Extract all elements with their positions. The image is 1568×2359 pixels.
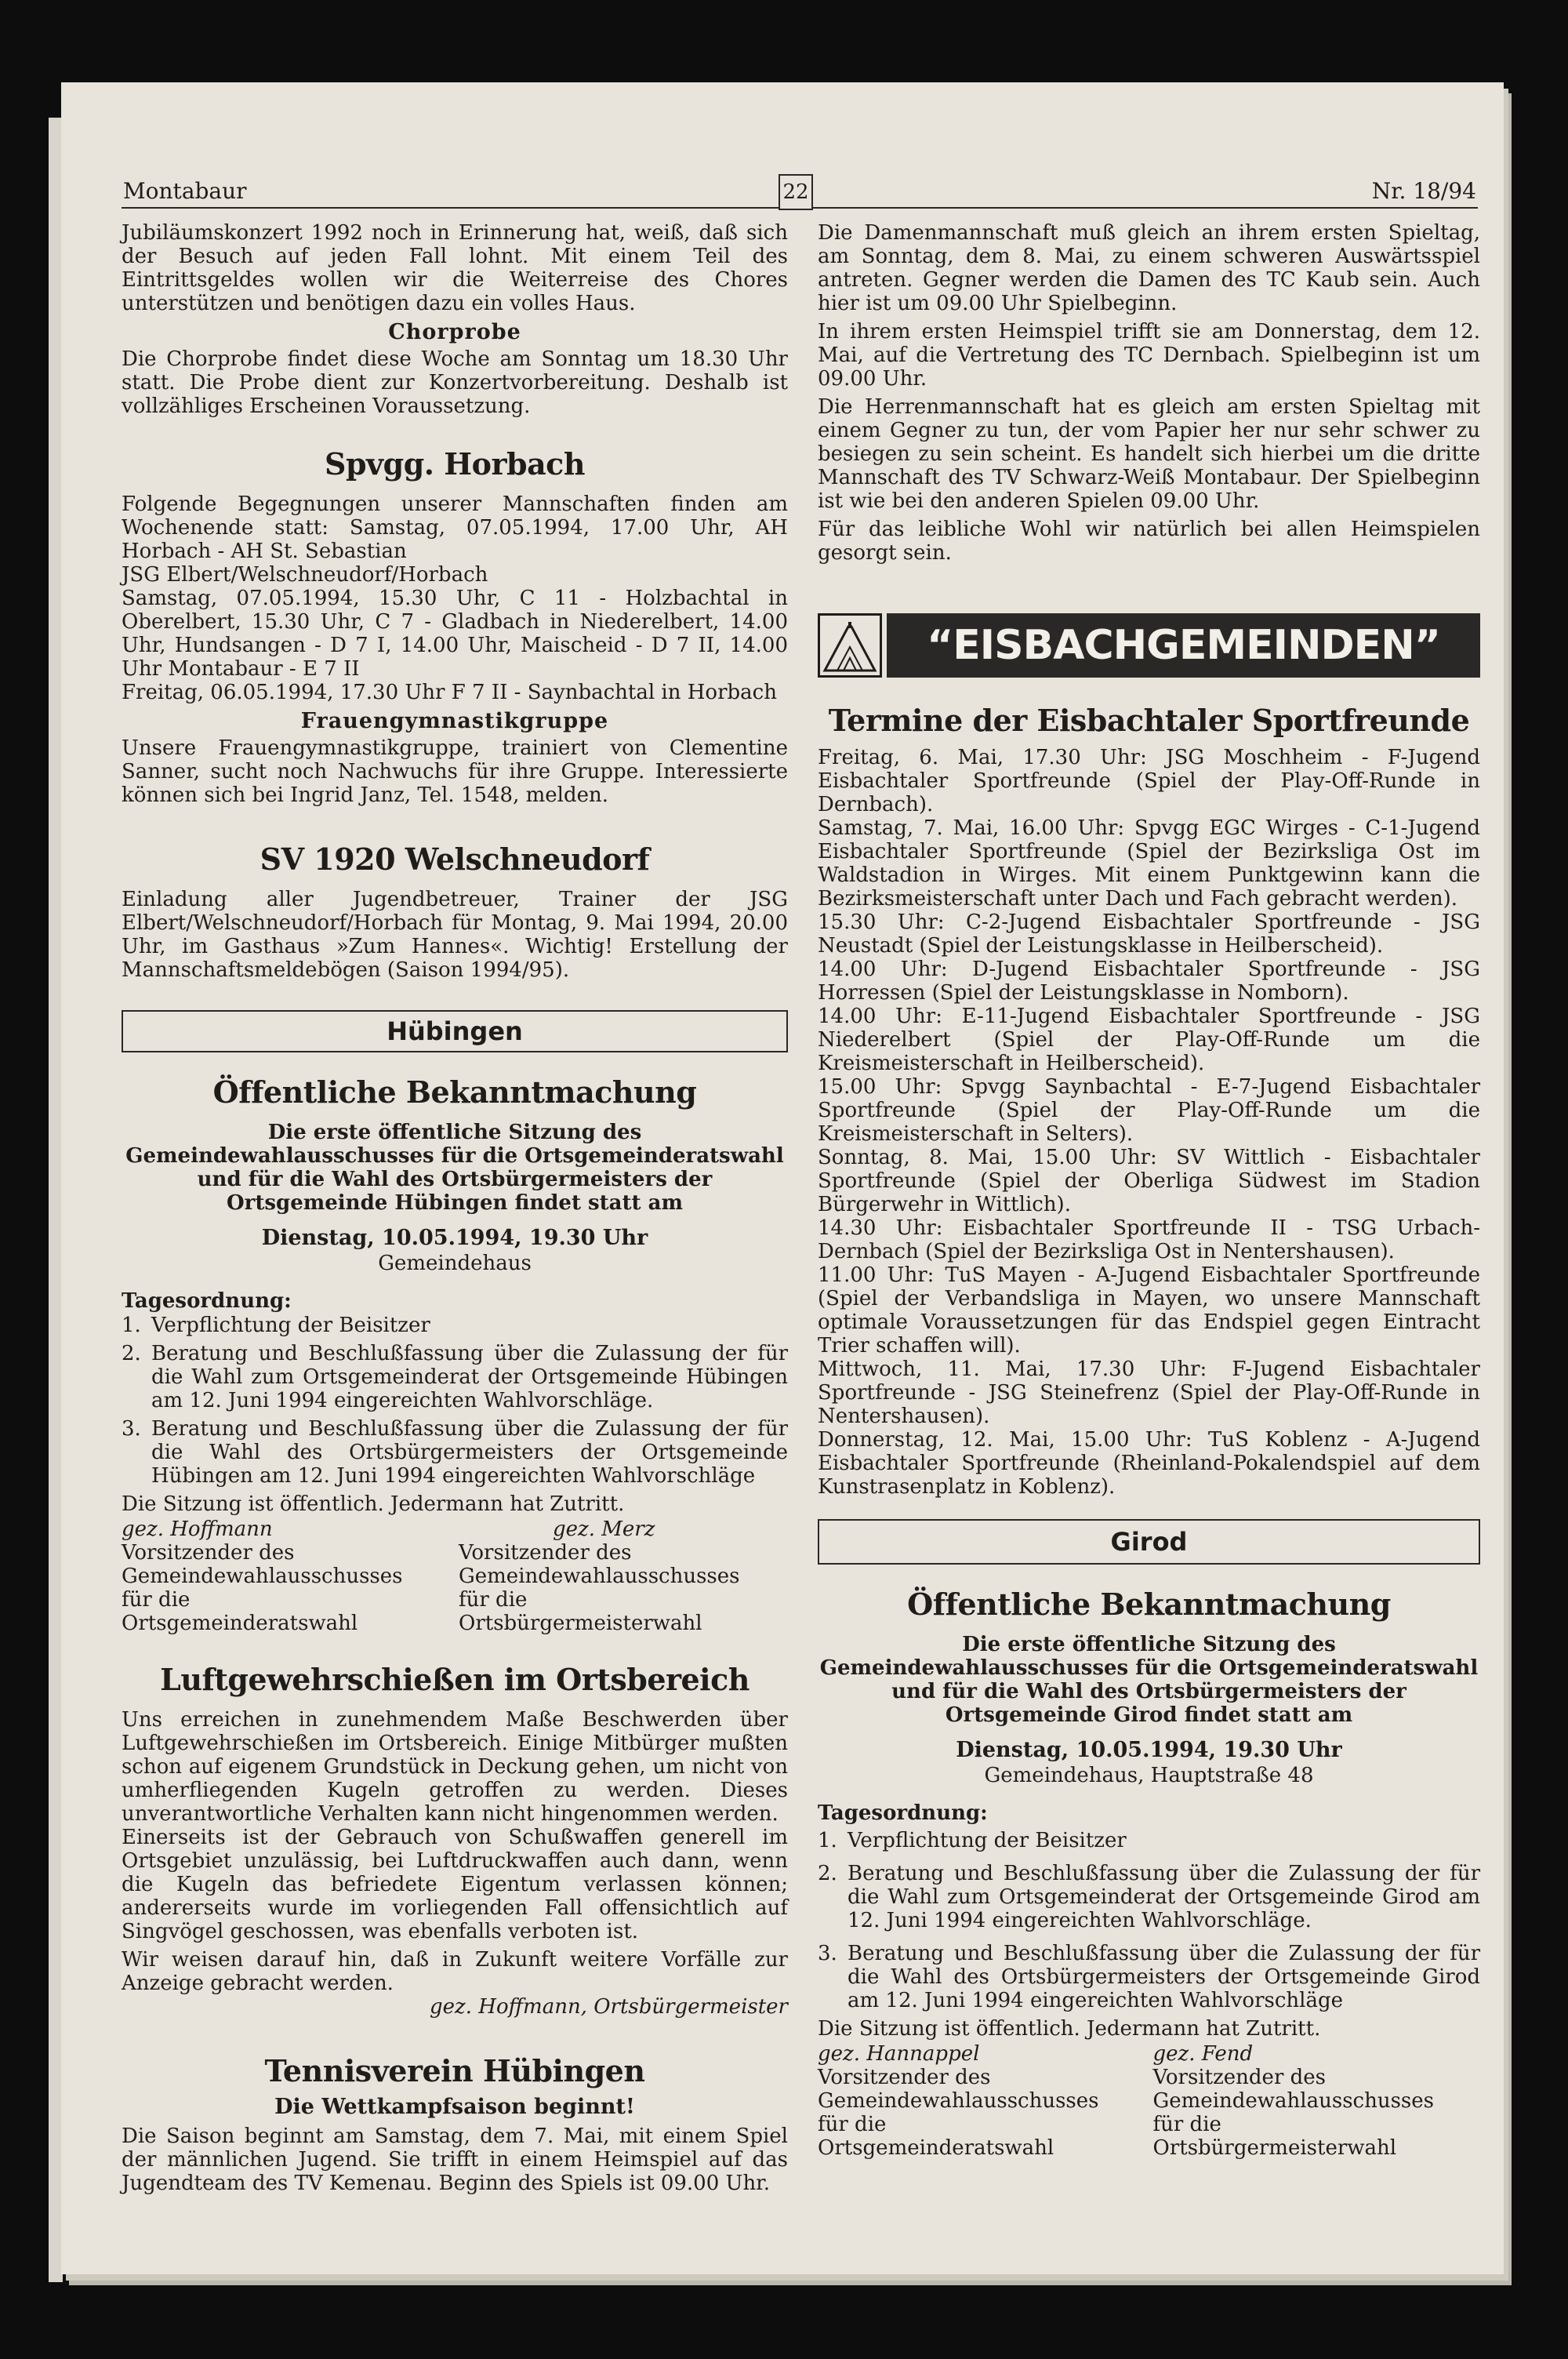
right-column — [818, 221, 1480, 2160]
termine-entry: 15.30 Uhr: C-2-Jugend Eisbachtaler Sportfreunde - JSG Neustadt (Spiel der Leistungsklasse in Heilberscheid). — [818, 911, 1480, 958]
termine-entry: Freitag, 6. Mai, 17.30 Uhr: JSG Moschheim - F-Jugend Eisbachtaler Sportfreunde (Spiel der Play-Off-Runde in Dernbach). — [818, 746, 1480, 816]
public-note-huebingen: Die Sitzung ist öffentlich. Jedermann hat Zutritt. — [122, 1492, 625, 1516]
herren-paragraph: Die Herrenmannschaft hat es gleich am ersten Spieltag mit einem Gegner zu tun, der vom Papier her nur sehr schwer zu besiegen zu sein scheint. Es handelt sich hierbei um die dritte Mannschaft des TV Schwarz-Weiß Montabaur. Der Spielbeginn ist wie bei den anderen Spielen 09.00 Uhr. — [818, 395, 1480, 513]
agenda-item: 1. Verpflichtung der Beisitzer — [122, 1314, 430, 1337]
bekanntmachung-title-girod: Öffentliche Bekanntmachung — [907, 1587, 1391, 1622]
horbach-paragraph-1: Folgende Begegnungen unserer Mannschaften finden am Wochenende statt: Samstag, 07.05.1994, 17.00 Uhr, AH Horbach - AH St. Sebastian — [122, 493, 788, 563]
agenda-label-girod: Tagesordnung: — [818, 1801, 988, 1825]
agenda-list-girod — [818, 1829, 1480, 2012]
wohl-paragraph: Für das leibliche Wohl wir natürlich bei allen Heimspielen gesorgt sein. — [818, 518, 1480, 565]
sv-title: SV 1920 Welschneudorf — [260, 841, 650, 877]
tennis-title: Tennisverein Hübingen — [264, 2053, 645, 2088]
horbach-paragraph-2: JSG Elbert/Welschneudorf/Horbach — [122, 563, 488, 587]
signature-block: gez. Hannappel Vorsitzender des Gemeindewahlausschusses für die Ortsgemeinderatswahl — [818, 2042, 1099, 2160]
luftgewehr-paragraph-2: Einerseits ist der Gebrauch von Schußwaffen generell im Ortsgebiet unzulässig, bei Luftdruckwaffen auch dann, wenn die Kugeln das befriedete Eigentum verlassen können; andererseits wurde im vorliegenden Fall offensichtlich auf Singvögel geschossen, was ebenfalls verboten ist. — [122, 1826, 788, 1943]
horbach-paragraph-4: Freitag, 06.05.1994, 17.30 Uhr F 7 II - Saynbachtal in Horbach — [122, 681, 777, 704]
horbach-paragraph-3: Samstag, 07.05.1994, 15.30 Uhr, C 11 - Holzbachtal in Oberelbert, 15.30 Uhr, C 7 - Gladbach in Niederelbert, 14.00 Uhr, Hundsangen - D 7 I, 14.00 Uhr, Maischeid - D 7 II, 14.00 Uhr Montabaur - E 7 II — [122, 587, 788, 681]
eisbachgemeinden-title: “EISBACHGEMEINDEN” — [887, 613, 1480, 678]
signatures-girod — [818, 2042, 1480, 2160]
left-column — [122, 221, 788, 2200]
luftgewehr-paragraph-1: Uns erreichen in zunehmendem Maße Beschwerden über Luftgewehrschießen im Ortsbereich. Einige Mitbürger mußten schon auf eigenem Grundstück in Deckung gehen, um nicht von umherfliegenden Kugeln getroffen zu werden. Dieses unverantwortliche Verhalten kann nicht hingenommen werden. — [122, 1708, 788, 1826]
meeting-date-huebingen: Dienstag, 10.05.1994, 19.30 Uhr — [261, 1226, 648, 1250]
termine-entry: Samstag, 7. Mai, 16.00 Uhr: Spvgg EGC Wirges - C-1-Jugend Eisbachtaler Sportfreunde (Spiel der Bezirksliga Ost im Waldstadion in Wirges. Mit einem Punktgewinn kann die Bezirksmeisterschaft unter Dach und Fach gebracht werden). — [818, 816, 1480, 911]
bekanntmachung-title-huebingen: Öffentliche Bekanntmachung — [212, 1074, 697, 1110]
heimspiel-paragraph: In ihrem ersten Heimspiel trifft sie am Donnerstag, dem 12. Mai, auf die Vertretung des TC Dernbach. Spielbeginn ist um 09.00 Uhr. — [818, 320, 1480, 391]
agenda-item: 3. Beratung und Beschlußfassung über die Zulassung der für die Wahl des Ortsbürgermeisters der Ortsgemeinde Hübingen am 12. Juni 1994 eingereichten Wahlvorschläge — [122, 1417, 788, 1488]
tennis-text: Die Saison beginnt am Samstag, dem 7. Mai, mit einem Spiel der männlichen Jugend. Sie trifft in einem Heimspiel auf das Jugendteam des TV Kemenau. Beginn des Spiels ist 09.00 Uhr. — [122, 2125, 788, 2195]
header-place: Montabaur — [123, 178, 247, 204]
eisbach-logo-icon — [818, 613, 882, 678]
meeting-place-huebingen: Gemeindehaus — [378, 1252, 532, 1275]
termine-entry: Donnerstag, 12. Mai, 15.00 Uhr: TuS Koblenz - A-Jugend Eisbachtaler Sportfreunde (Rheinland-Pokalendspiel auf dem Kunstrasenplatz in Koblenz). — [818, 1428, 1480, 1499]
chorprobe-text: Die Chorprobe findet diese Woche am Sonntag um 18.30 Uhr statt. Die Probe dient zur Konzertvorbereitung. Deshalb ist vollzähliges Erscheinen Voraussetzung. — [122, 347, 788, 418]
girod-section-box: Girod — [818, 1519, 1480, 1565]
sv-text: Einladung aller Jugendbetreuer, Trainer der JSG Elbert/Welschneudorf/Horbach für Montag, 9. Mai 1994, 20.00 Uhr, im Gasthaus »Zum Hannes«. Wichtig! Erstellung der Mannschaftsmeldebögen (Saison 1994/95). — [122, 888, 788, 982]
huebingen-section-box: Hübingen — [122, 1010, 788, 1052]
public-note-girod: Die Sitzung ist öffentlich. Jedermann hat Zutritt. — [818, 2017, 1321, 2041]
page-number: 22 — [779, 174, 813, 210]
signatures-huebingen — [122, 1518, 788, 1635]
signature-block: gez. Hoffmann Vorsitzender des Gemeindewahlausschusses für die Ortsgemeinderatswahl — [122, 1518, 403, 1635]
horbach-title: Spvgg. Horbach — [325, 446, 585, 482]
luftgewehr-signature: gez. Hoffmann, Ortsbürgermeister — [430, 1995, 788, 2019]
issue-number: Nr. 18/94 — [1371, 178, 1476, 204]
eisbachgemeinden-banner — [818, 612, 1480, 679]
frauen-heading: Frauengymnastikgruppe — [300, 709, 609, 733]
luftgewehr-paragraph-3: Wir weisen darauf hin, daß in Zukunft weitere Vorfälle zur Anzeige gebracht werden. — [122, 1948, 788, 1995]
damen-paragraph: Die Damenmannschaft muß gleich an ihrem ersten Spieltag, am Sonntag, dem 8. Mai, zu einem schweren Auswärtsspiel antreten. Gegner werden die Damen des TC Kaub sein. Auch hier ist um 09.00 Uhr Spielbeginn. — [818, 221, 1480, 315]
signature-block: gez. Fend Vorsitzender des Gemeindewahlausschusses für die Ortsbürgermeisterwahl — [1152, 2042, 1435, 2160]
page-header — [122, 174, 1478, 209]
signature-block: gez. Merz Vorsitzender des Gemeindewahlausschusses für die Ortsbürgermeisterwahl — [459, 1518, 740, 1635]
bekanntmachung-lead-girod: Die erste öffentliche Sitzung des Gemeindewahlausschusses für die Ortsgemeinderatswahl und für die Wahl des Ortsbürgermeisters der Ortsgemeinde Girod findet statt am — [819, 1633, 1479, 1727]
termine-title: Termine der Eisbachtaler Sportfreunde — [828, 703, 1470, 738]
termine-entry: 15.00 Uhr: Spvgg Saynbachtal - E-7-Jugend Eisbachtaler Sportfreunde (Spiel der Play-Off-Runde um die Kreismeisterschaft in Selters). — [818, 1075, 1480, 1146]
meeting-date-girod: Dienstag, 10.05.1994, 19.30 Uhr — [956, 1738, 1342, 1762]
agenda-label-huebingen: Tagesordnung: — [122, 1289, 292, 1313]
termine-entry: Mittwoch, 11. Mai, 17.30 Uhr: F-Jugend Eisbachtaler Sportfreunde - JSG Steinefrenz (Spiel der Play-Off-Runde in Nentershausen). — [818, 1358, 1480, 1428]
luftgewehr-title: Luftgewehrschießen im Ortsbereich — [160, 1662, 750, 1697]
agenda-item: 3. Beratung und Beschlußfassung über die Zulassung der für die Wahl des Ortsbürgermeisters der Ortsgemeinde Girod am 12. Juni 1994 eingereichten Wahlvorschläge — [818, 1942, 1480, 2012]
agenda-item: 2. Beratung und Beschlußfassung über die Zulassung der für die Wahl zum Ortsgemeinderat der Ortsgemeinde Girod am 12. Juni 1994 eingereichten Wahlvorschläge. — [818, 1862, 1480, 1932]
intro-paragraph: Jubiläumskonzert 1992 noch in Erinnerung hat, weiß, daß sich der Besuch auf jeden Fall lohnt. Mit einem Teil des Eintrittsgeldes wollen wir die Weiterreise des Chores unterstützen und benötigen dazu ein volles Haus. — [122, 221, 788, 315]
termine-entry: 14.00 Uhr: E-11-Jugend Eisbachtaler Sportfreunde - JSG Niederelbert (Spiel der Play-Off-Runde um die Kreismeisterschaft in Heilberscheid). — [818, 1005, 1480, 1075]
termine-list — [818, 746, 1480, 1499]
agenda-item: 1. Verpflichtung der Beisitzer — [818, 1829, 1127, 1852]
termine-entry: 14.30 Uhr: Eisbachtaler Sportfreunde II - TSG Urbach-Dernbach (Spiel der Bezirksliga Ost in Nentershausen). — [818, 1216, 1480, 1263]
chorprobe-heading: Chorprobe — [388, 320, 521, 344]
termine-entry: Sonntag, 8. Mai, 15.00 Uhr: SV Wittlich - Eisbachtaler Sportfreunde (Spiel der Oberliga Südwest im Stadion Bürgerwehr in Wittlich). — [818, 1146, 1480, 1216]
bekanntmachung-lead-huebingen: Die erste öffentliche Sitzung des Gemeindewahlausschusses für die Ortsgemeinderatswahl und für die Wahl des Ortsbürgermeisters der Ortsgemeinde Hübingen findet statt am — [125, 1121, 784, 1215]
termine-entry: 14.00 Uhr: D-Jugend Eisbachtaler Sportfreunde - JSG Horressen (Spiel der Leistungsklasse in Nomborn). — [818, 958, 1480, 1005]
termine-entry: 11.00 Uhr: TuS Mayen - A-Jugend Eisbachtaler Sportfreunde (Spiel der Verbandsliga in Mayen, wo unsere Mannschaft optimale Voraussetzungen für das Endspiel gegen Eintracht Trier schaffen will). — [818, 1263, 1480, 1358]
tennis-subtitle: Die Wettkampfsaison beginnt! — [274, 2095, 635, 2119]
agenda-item: 2. Beratung und Beschlußfassung über die Zulassung der für die Wahl zum Ortsgemeinderat der Ortsgemeinde Hübingen am 12. Juni 1994 eingereichten Wahlvorschläge. — [122, 1342, 788, 1412]
meeting-place-girod: Gemeindehaus, Hauptstraße 48 — [984, 1764, 1314, 1787]
agenda-list-huebingen — [122, 1314, 788, 1488]
frauen-text: Unsere Frauengymnastikgruppe, trainiert von Clementine Sanner, sucht noch Nachwuchs für ihre Gruppe. Interessierte können sich bei Ingrid Janz, Tel. 1548, melden. — [122, 736, 788, 807]
